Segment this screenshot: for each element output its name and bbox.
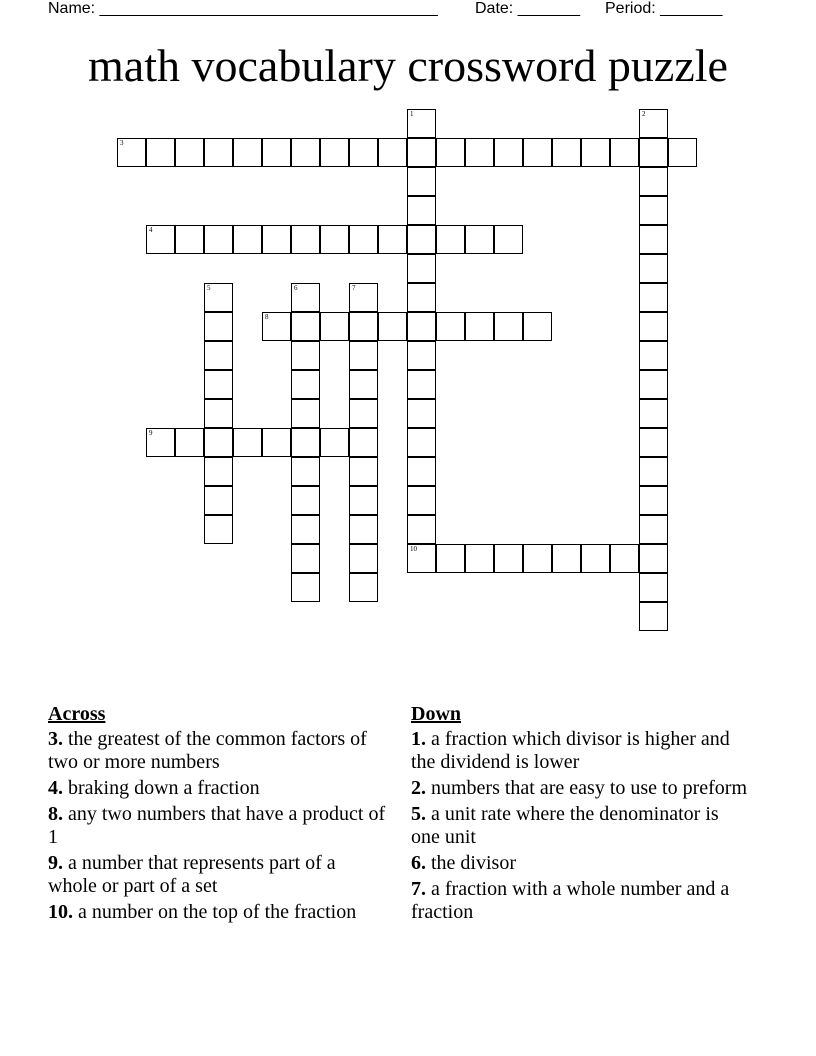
- clue-item-text: a number that represents part of a whole or part of a set: [48, 852, 336, 897]
- crossword-cell[interactable]: [175, 428, 204, 457]
- crossword-cell[interactable]: [639, 457, 668, 486]
- crossword-cell[interactable]: [349, 341, 378, 370]
- clue-item: [48, 901, 388, 924]
- crossword-cell[interactable]: [320, 225, 349, 254]
- crossword-cell[interactable]: [639, 283, 668, 312]
- crossword-cell[interactable]: [262, 312, 291, 341]
- crossword-cell[interactable]: [291, 225, 320, 254]
- clue-item-number: 3.: [48, 728, 63, 750]
- across-heading: Across: [48, 703, 106, 725]
- crossword-cell[interactable]: [349, 515, 378, 544]
- crossword-cell[interactable]: [204, 283, 233, 312]
- clue-item-text: numbers that are easy to use to preform: [431, 777, 748, 799]
- crossword-cell[interactable]: [291, 457, 320, 486]
- crossword-cell[interactable]: [436, 544, 465, 573]
- crossword-cell[interactable]: [407, 341, 436, 370]
- clue-item-number: 6.: [411, 852, 426, 874]
- crossword-cell[interactable]: [291, 283, 320, 312]
- crossword-cell[interactable]: [291, 341, 320, 370]
- crossword-cell[interactable]: [349, 457, 378, 486]
- crossword-cell[interactable]: [204, 370, 233, 399]
- clue-item: [411, 777, 751, 800]
- crossword-cell[interactable]: [639, 428, 668, 457]
- clue-item-number: 7.: [411, 878, 426, 900]
- crossword-cell[interactable]: [291, 312, 320, 341]
- crossword-cell[interactable]: [494, 312, 523, 341]
- crossword-cell[interactable]: [320, 312, 349, 341]
- clue-item: [411, 803, 751, 849]
- crossword-cell[interactable]: [407, 486, 436, 515]
- crossword-cell[interactable]: [407, 196, 436, 225]
- crossword-cell[interactable]: [639, 109, 668, 138]
- clue-item-text: a fraction which divisor is higher and the dividend is lower: [411, 728, 730, 773]
- crossword-cell[interactable]: [610, 138, 639, 167]
- clue-item: [48, 777, 388, 800]
- crossword-cell[interactable]: [639, 544, 668, 573]
- page-title: math vocabulary crossword puzzle: [88, 40, 728, 91]
- crossword-cell[interactable]: [204, 341, 233, 370]
- clue-item-number: 4.: [48, 777, 63, 799]
- period-field[interactable]: Period: _______: [605, 0, 723, 17]
- crossword-cell[interactable]: [436, 312, 465, 341]
- crossword-cell[interactable]: [320, 138, 349, 167]
- clue-item-text: any two numbers that have a product of 1: [48, 803, 386, 848]
- crossword-cell[interactable]: [407, 138, 436, 167]
- crossword-cell[interactable]: [639, 515, 668, 544]
- crossword-cell[interactable]: [639, 138, 668, 167]
- header-fields: [48, 0, 748, 20]
- crossword-cell[interactable]: [494, 138, 523, 167]
- crossword-cell[interactable]: [349, 428, 378, 457]
- crossword-cell[interactable]: [465, 225, 494, 254]
- clue-item-number: 2.: [411, 777, 426, 799]
- crossword-cell[interactable]: [204, 312, 233, 341]
- clue-item: [48, 852, 388, 898]
- crossword-cell[interactable]: [407, 457, 436, 486]
- crossword-cell[interactable]: [291, 515, 320, 544]
- crossword-cell[interactable]: [378, 225, 407, 254]
- crossword-cell[interactable]: [407, 283, 436, 312]
- crossword-cell[interactable]: [233, 225, 262, 254]
- crossword-cell[interactable]: [407, 225, 436, 254]
- crossword-cell[interactable]: [349, 283, 378, 312]
- crossword-cell[interactable]: [117, 138, 146, 167]
- down-clue-list: [411, 728, 751, 924]
- crossword-cell[interactable]: [581, 138, 610, 167]
- crossword-cell[interactable]: [523, 544, 552, 573]
- crossword-cell[interactable]: [204, 428, 233, 457]
- clue-number: 7: [352, 284, 356, 292]
- clue-number: 10: [410, 545, 417, 553]
- crossword-cell[interactable]: [639, 399, 668, 428]
- crossword-cell[interactable]: [407, 515, 436, 544]
- crossword-cell[interactable]: [349, 399, 378, 428]
- clue-number: 6: [294, 284, 298, 292]
- crossword-cell[interactable]: [291, 399, 320, 428]
- crossword-cell[interactable]: [639, 312, 668, 341]
- clue-number: 9: [149, 429, 153, 437]
- crossword-cell[interactable]: [349, 486, 378, 515]
- clue-item: [48, 728, 388, 774]
- clue-item-number: 9.: [48, 852, 63, 874]
- across-clues: [48, 703, 388, 927]
- crossword-cell[interactable]: [581, 544, 610, 573]
- date-field[interactable]: Date: _______: [475, 0, 580, 17]
- crossword-cell[interactable]: [407, 167, 436, 196]
- crossword-cell[interactable]: [204, 138, 233, 167]
- crossword-cell[interactable]: [204, 457, 233, 486]
- crossword-cell[interactable]: [465, 312, 494, 341]
- crossword-cell[interactable]: [378, 138, 407, 167]
- crossword-cell[interactable]: [639, 196, 668, 225]
- crossword-cell[interactable]: [320, 428, 349, 457]
- crossword-cell[interactable]: [436, 225, 465, 254]
- crossword-cell[interactable]: [349, 544, 378, 573]
- crossword-cell[interactable]: [175, 225, 204, 254]
- clue-number: 3: [120, 139, 124, 147]
- crossword-cell[interactable]: [349, 370, 378, 399]
- crossword-cell[interactable]: [204, 515, 233, 544]
- crossword-cell[interactable]: [146, 225, 175, 254]
- clue-item: [411, 852, 751, 875]
- down-clues: [411, 703, 751, 927]
- crossword-cell[interactable]: [291, 428, 320, 457]
- across-clue-list: [48, 728, 388, 924]
- crossword-cell[interactable]: [407, 370, 436, 399]
- clue-item-number: 5.: [411, 803, 426, 825]
- crossword-cell[interactable]: [639, 370, 668, 399]
- clue-item-text: a fraction with a whole number and a fraction: [411, 878, 730, 923]
- crossword-grid: [117, 109, 717, 609]
- crossword-cell[interactable]: [349, 312, 378, 341]
- crossword-cell[interactable]: [552, 544, 581, 573]
- crossword-cell[interactable]: [349, 225, 378, 254]
- crossword-cell[interactable]: [407, 109, 436, 138]
- clue-item: [411, 878, 751, 924]
- crossword-cell[interactable]: [146, 428, 175, 457]
- crossword-cell[interactable]: [291, 370, 320, 399]
- crossword-cell[interactable]: [639, 486, 668, 515]
- crossword-cell[interactable]: [407, 428, 436, 457]
- clue-number: 4: [149, 226, 153, 234]
- crossword-cell[interactable]: [639, 167, 668, 196]
- crossword-cell[interactable]: [639, 573, 668, 602]
- clue-item-number: 1.: [411, 728, 426, 750]
- crossword-cell[interactable]: [407, 399, 436, 428]
- crossword-cell[interactable]: [146, 138, 175, 167]
- crossword-cell[interactable]: [349, 138, 378, 167]
- clue-item-number: 8.: [48, 803, 63, 825]
- clue-item: [48, 803, 388, 849]
- crossword-cell[interactable]: [494, 544, 523, 573]
- clue-item-number: 10.: [48, 901, 73, 923]
- crossword-cell[interactable]: [407, 544, 436, 573]
- crossword-cell[interactable]: [204, 486, 233, 515]
- crossword-cell[interactable]: [175, 138, 204, 167]
- clue-item-text: the greatest of the common factors of two or more numbers: [48, 728, 367, 773]
- clue-item: [411, 728, 751, 774]
- clue-number: 2: [642, 110, 646, 118]
- crossword-cell[interactable]: [233, 428, 262, 457]
- clue-item-text: a number on the top of the fraction: [78, 901, 357, 923]
- crossword-cell[interactable]: [291, 486, 320, 515]
- crossword-cell[interactable]: [233, 138, 262, 167]
- crossword-cell[interactable]: [262, 225, 291, 254]
- clue-number: 1: [410, 110, 414, 118]
- name-field[interactable]: Name: ______________________________________: [48, 0, 438, 17]
- crossword-cell[interactable]: [291, 573, 320, 602]
- clue-item-text: the divisor: [431, 852, 516, 874]
- crossword-cell[interactable]: [552, 138, 581, 167]
- crossword-cell[interactable]: [523, 312, 552, 341]
- crossword-cell[interactable]: [494, 225, 523, 254]
- crossword-cell[interactable]: [639, 225, 668, 254]
- clue-number: 5: [207, 284, 211, 292]
- down-heading: Down: [411, 703, 462, 725]
- crossword-cell[interactable]: [639, 602, 668, 631]
- crossword-cell[interactable]: [407, 254, 436, 283]
- crossword-cell[interactable]: [436, 138, 465, 167]
- crossword-cell[interactable]: [291, 544, 320, 573]
- crossword-cell[interactable]: [407, 312, 436, 341]
- crossword-cell[interactable]: [639, 341, 668, 370]
- crossword-cell[interactable]: [523, 138, 552, 167]
- crossword-cell[interactable]: [204, 399, 233, 428]
- clue-number: 8: [265, 313, 269, 321]
- crossword-cell[interactable]: [668, 138, 697, 167]
- crossword-cell[interactable]: [349, 573, 378, 602]
- crossword-cell[interactable]: [262, 428, 291, 457]
- crossword-cell[interactable]: [262, 138, 291, 167]
- crossword-cell[interactable]: [639, 254, 668, 283]
- crossword-cell[interactable]: [465, 138, 494, 167]
- crossword-cell[interactable]: [291, 138, 320, 167]
- crossword-cell[interactable]: [465, 544, 494, 573]
- clue-item-text: braking down a fraction: [68, 777, 260, 799]
- crossword-cell[interactable]: [204, 225, 233, 254]
- crossword-cell[interactable]: [378, 312, 407, 341]
- crossword-cell[interactable]: [610, 544, 639, 573]
- clue-item-text: a unit rate where the denominator is one unit: [411, 803, 719, 848]
